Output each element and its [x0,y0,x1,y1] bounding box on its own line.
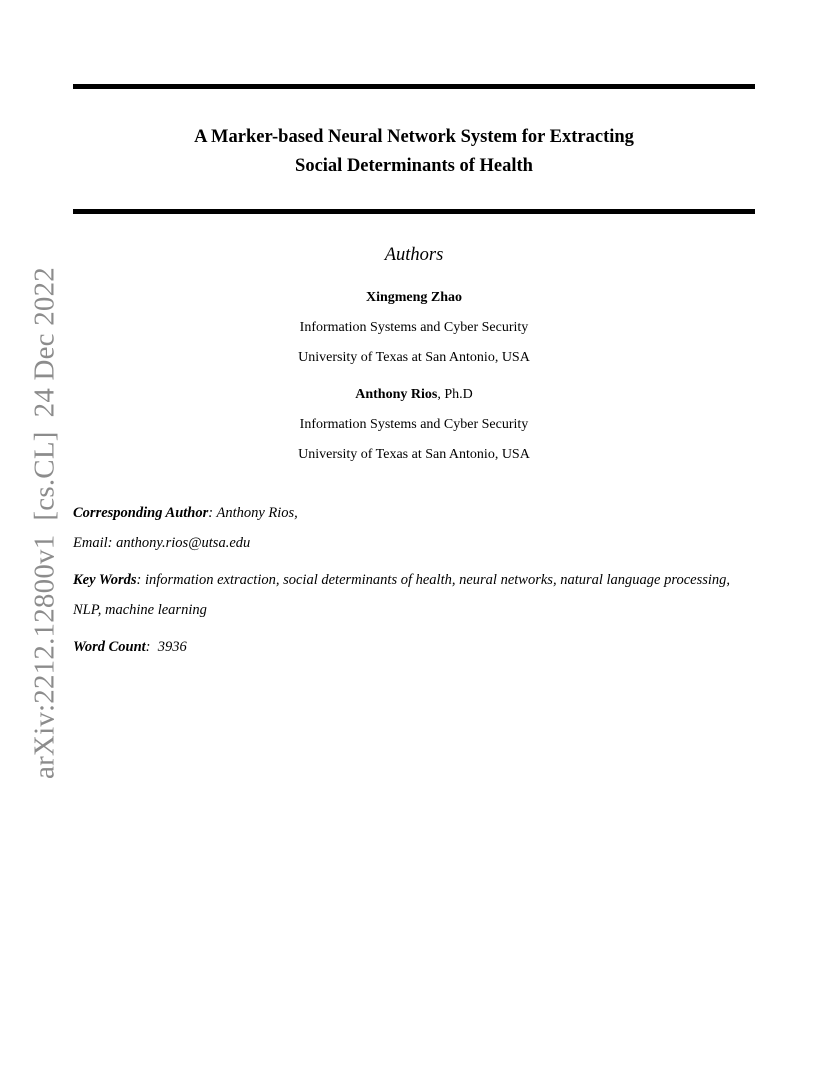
corresponding-author [73,498,755,528]
author-name-line [73,283,755,313]
author-name: Anthony Rios [355,387,438,402]
arxiv-date: 24 Dec 2022 [28,266,61,418]
author-name-line [73,380,755,410]
author-block [73,283,755,373]
title-line-1: A Marker-based Neural Network System for Extracting [194,127,634,147]
paper-title [73,123,755,181]
key-words [73,565,755,625]
corresponding-author-label: Corresponding Author [73,505,209,521]
bottom-rule [73,209,755,214]
authors-heading: Authors [384,245,444,265]
author-name: Xingmeng Zhao [365,290,463,305]
word-count [73,632,755,662]
word-count-label: Word Count [73,639,146,655]
email-line: Email: anthony.rios@utsa.edu [73,535,251,551]
corresponding-author-value: : Anthony Rios, [208,505,298,521]
author-block [73,380,755,470]
author-department: Information Systems and Cyber Security [299,320,529,335]
arxiv-category: [cs.CL] [28,431,61,521]
author-institution: University of Texas at San Antonio, USA [298,447,530,462]
arxiv-stamp [29,267,62,779]
author-institution: University of Texas at San Antonio, USA [298,350,530,365]
author-department: Information Systems and Cyber Security [299,417,529,432]
arxiv-id: arXiv:2212.12800v1 [28,534,61,780]
top-rule [73,84,755,89]
key-words-label: Key Words [73,572,137,588]
author-suffix: , Ph.D [437,387,473,402]
word-count-value: : 3936 [145,639,187,655]
key-words-value: : information extraction, social determinants of health, neural networks, natural language processing, NLP, machine learning [73,572,731,618]
title-line-2: Social Determinants of Health [295,156,533,176]
